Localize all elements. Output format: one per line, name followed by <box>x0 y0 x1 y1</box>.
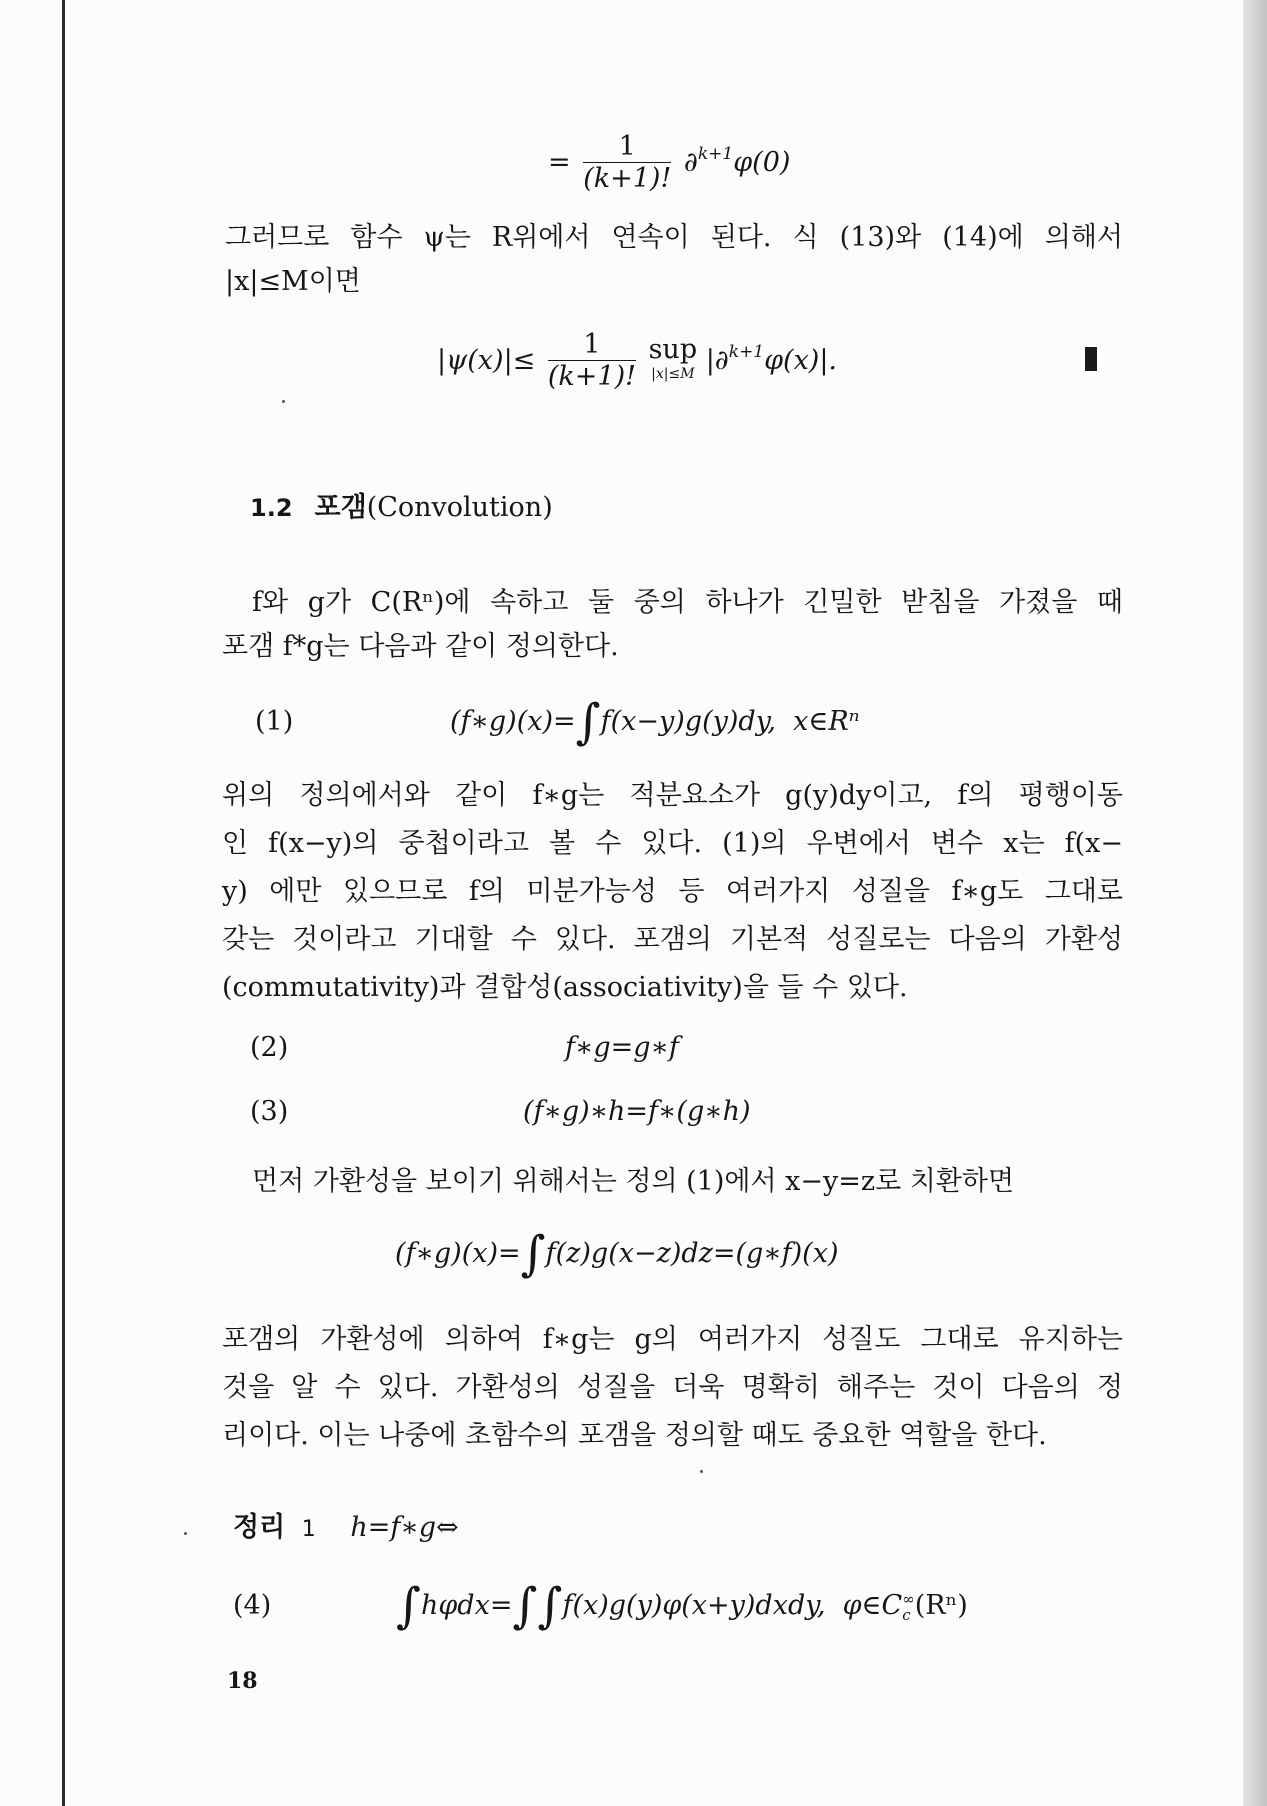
section-title-ko: 포갬 <box>314 492 367 523</box>
eq4-subscript: c <box>902 1605 911 1624</box>
eq4-superscript: ∞ <box>902 1589 915 1608</box>
para4-line1: 먼저 가환성을 보이기 위해서는 정의 (1)에서 x−y=z로 치환하면 <box>252 1166 1015 1197</box>
section-number: 1.2 <box>250 494 293 522</box>
para3-line2: 인 f(x−y)의 중첩이라고 볼 수 있다. (1)의 우변에서 변수 x는 f(x− <box>222 828 1123 859</box>
para5-line3: 리이다. 이는 나중에 초함수의 포갬을 정의할 때도 중요한 역할을 한다. <box>222 1420 1047 1451</box>
bound-tail: φ(x)|. <box>764 345 838 376</box>
eq4-sup-sub <box>902 1591 915 1623</box>
integral-sign: ∫ <box>520 1226 546 1282</box>
bound-equation <box>437 330 837 393</box>
equation-tail: φ(0) <box>733 147 791 178</box>
end-of-proof-mark <box>1085 347 1097 371</box>
exponent: k+1 <box>697 144 734 164</box>
eq4-integrand: f(x)g(y)φ(x+y)dxdy, <box>562 1590 826 1621</box>
print-speck <box>282 400 285 403</box>
theorem-number: 1 <box>301 1517 316 1542</box>
eq1-body <box>450 694 860 750</box>
partial-symbol: ∂ <box>683 147 698 178</box>
eq4-body <box>396 1578 968 1634</box>
bound-rhs: |∂ <box>705 345 729 376</box>
para1-line2: |x|≤M이면 <box>225 266 361 297</box>
eq3-body: (f∗g)∗h=f∗(g∗h) <box>523 1096 751 1127</box>
commutativity-equation <box>395 1226 839 1282</box>
theorem-heading <box>233 1510 459 1548</box>
top-equation-fraction <box>583 132 671 195</box>
sup-word: sup <box>648 333 698 365</box>
para3-line5: (commutativity)과 결합성(associativity)을 들 수 있다. <box>222 972 908 1003</box>
eq2-body: f∗g=g∗f <box>565 1032 679 1063</box>
eq4-lhs: hφdx= <box>421 1590 513 1621</box>
para3-line1: 위의 정의에서와 같이 f∗g는 적분요소가 g(y)dy이고, f의 평행이동 <box>222 780 1123 811</box>
eq1-condition: x∈Rⁿ <box>793 706 860 737</box>
sup-subscript: |x|≤M <box>651 365 695 382</box>
eq3-label: (3) <box>250 1096 289 1127</box>
fraction-denominator: (k+1)! <box>547 361 636 392</box>
theorem-statement: h=f∗g⇔ <box>350 1512 459 1543</box>
para2-line1: f와 g가 C(Rⁿ)에 속하고 둘 중의 하나가 긴밀한 받침을 가졌을 때 <box>252 587 1123 618</box>
bound-fraction <box>548 330 636 393</box>
para3-line3: y) 에만 있으므로 f의 미분가능성 등 여러가지 성질을 f∗g도 그대로 <box>222 876 1123 907</box>
theorem-label: 정리 <box>233 1512 286 1543</box>
integral-sign: ∫ <box>575 694 601 750</box>
comm-integrand: f(z)g(x−z)dz=(g∗f)(x) <box>545 1238 839 1269</box>
eq1-lhs: (f∗g)(x)= <box>450 706 576 737</box>
eq4-condition: φ∈C <box>842 1590 903 1621</box>
eq1-label: (1) <box>255 706 294 737</box>
sup-operator <box>648 333 698 386</box>
section-title-en: (Convolution) <box>366 492 553 523</box>
section-heading <box>250 490 553 526</box>
page-number: 18 <box>227 1668 258 1694</box>
para5-line1: 포갬의 가환성에 의하여 f∗g는 g의 여러가지 성질도 그대로 유지하는 <box>222 1324 1123 1355</box>
para5-line2: 것을 알 수 있다. 가환성의 성질을 더욱 명확히 해주는 것이 다음의 정 <box>222 1372 1123 1403</box>
bound-lhs: |ψ(x)|≤ <box>437 345 536 376</box>
eq4-label: (4) <box>233 1590 272 1621</box>
fraction-numerator: 1 <box>583 132 671 163</box>
para3-line4: 갖는 것이라고 기대할 수 있다. 포갬의 기본적 성질로는 다음의 가환성 <box>222 924 1123 955</box>
integral-sign: ∫ <box>396 1578 422 1634</box>
exponent: k+1 <box>728 342 765 362</box>
print-speck <box>184 1532 187 1535</box>
fraction-denominator: (k+1)! <box>583 163 672 194</box>
eq2-label: (2) <box>250 1032 289 1063</box>
print-speck <box>700 1470 703 1473</box>
fraction-numerator: 1 <box>548 330 636 361</box>
eq4-condition-tail: (Rⁿ) <box>914 1590 968 1621</box>
para1-line1: 그러므로 함수 ψ는 R위에서 연속이 된다. 식 (13)와 (14)에 의해서 <box>225 222 1123 253</box>
double-integral-sign: ∫∫ <box>512 1578 563 1634</box>
page-left-edge <box>62 0 65 1806</box>
comm-lhs: (f∗g)(x)= <box>395 1238 521 1269</box>
eq1-integrand: f(x−y)g(y)dy, <box>600 706 776 737</box>
top-equation: = $\frac{1}{(k+1)!}$ ∂$^{k+1}$φ(0) <box>548 131 791 194</box>
para2-line2: 포갬 f*g는 다음과 같이 정의한다. <box>222 631 619 662</box>
page-right-edge <box>1243 0 1267 1806</box>
